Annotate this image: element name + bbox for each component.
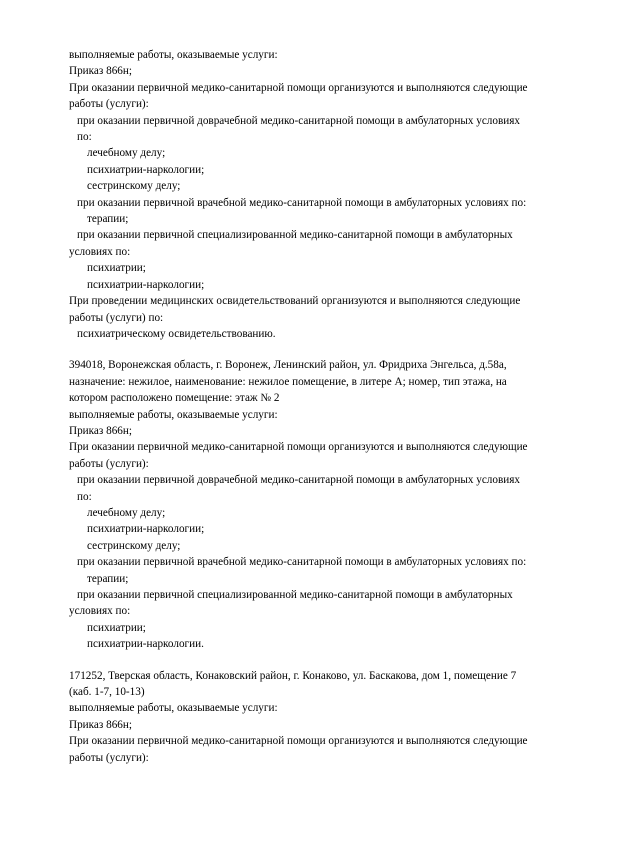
document-text-line: психиатрии; xyxy=(87,262,146,275)
document-text-line: при оказании первичной специализированной медико-санитарной помощи в амбулаторных xyxy=(77,229,513,242)
document-text-line: При оказании первичной медико-санитарной помощи организуются и выполняются следующие xyxy=(69,441,528,454)
document-text-line: При проведении медицинских освидетельствований организуются и выполняются следующие xyxy=(69,295,521,308)
document-text-line: работы (услуги): xyxy=(69,457,149,470)
document-text-line: условиях по: xyxy=(69,245,131,258)
document-text-line: работы (услуги): xyxy=(69,751,149,764)
document-text-line: лечебному делу; xyxy=(87,147,166,160)
document-text-line: При оказании первичной медико-санитарной помощи организуются и выполняются следующие xyxy=(69,735,528,748)
document-text-line: 394018, Воронежская область, г. Воронеж, Ленинский район, ул. Фридриха Энгельса, д.58а, xyxy=(69,359,507,372)
document-text-line: психиатрии-наркологии; xyxy=(87,163,205,176)
document-text-line: Приказ 866н; xyxy=(69,718,132,731)
document-body xyxy=(69,47,592,766)
document-text-line: выполняемые работы, оказываемые услуги: xyxy=(69,702,278,715)
document-text-line: при оказании первичной врачебной медико-санитарной помощи в амбулаторных условиях по: xyxy=(77,196,527,209)
document-text-line: работы (услуги) по: xyxy=(69,311,164,324)
document-text-line: терапии; xyxy=(87,572,129,585)
document-text-line: терапии; xyxy=(87,213,129,226)
document-text-line: при оказании первичной врачебной медико-санитарной помощи в амбулаторных условиях по: xyxy=(77,556,527,569)
document-text-line: при оказании первичной доврачебной медико-санитарной помощи в амбулаторных условиях xyxy=(77,114,520,127)
document-text-line: по: xyxy=(77,131,92,144)
document-text-line: выполняемые работы, оказываемые услуги: xyxy=(69,408,278,421)
document-text-line: психиатрии-наркологии; xyxy=(87,278,205,291)
document-text-line: условиях по: xyxy=(69,605,131,618)
document-text-line: (каб. 1-7, 10-13) xyxy=(69,686,145,699)
document-text-line: лечебному делу; xyxy=(87,506,166,519)
document-text-line: Приказ 866н; xyxy=(69,424,132,437)
document-text-line: При оказании первичной медико-санитарной помощи организуются и выполняются следующие xyxy=(69,81,528,94)
document-text-line: при оказании первичной доврачебной медико-санитарной помощи в амбулаторных условиях xyxy=(77,474,520,487)
document-text-line: Приказ 866н; xyxy=(69,65,132,78)
document-text-line: психиатрическому освидетельствованию. xyxy=(77,327,276,340)
document-text-line: сестринскому делу; xyxy=(87,180,181,193)
document-paragraph-block xyxy=(69,668,592,766)
document-text-line: сестринскому делу; xyxy=(87,539,181,552)
document-text-line: психиатрии; xyxy=(87,621,146,634)
document-text-line: 171252, Тверская область, Конаковский район, г. Конаково, ул. Баскакова, дом 1, помещение 7 xyxy=(69,669,517,682)
document-text-line: назначение: нежилое, наименование: нежилое помещение, в литере А; номер, тип этажа, на xyxy=(69,375,507,388)
document-paragraph-block xyxy=(69,357,592,652)
document-text-line: при оказании первичной специализированной медико-санитарной помощи в амбулаторных xyxy=(77,589,513,601)
document-text-line: по: xyxy=(77,490,92,503)
document-text-line: выполняемые работы, оказываемые услуги: xyxy=(69,49,278,61)
document-text-line: психиатрии-наркологии. xyxy=(87,638,204,651)
document-paragraph-block xyxy=(69,47,592,342)
document-text-line: работы (услуги): xyxy=(69,98,149,111)
document-text-line: котором расположено помещение: этаж № 2 xyxy=(69,392,280,405)
document-text-line: психиатрии-наркологии; xyxy=(87,523,205,536)
